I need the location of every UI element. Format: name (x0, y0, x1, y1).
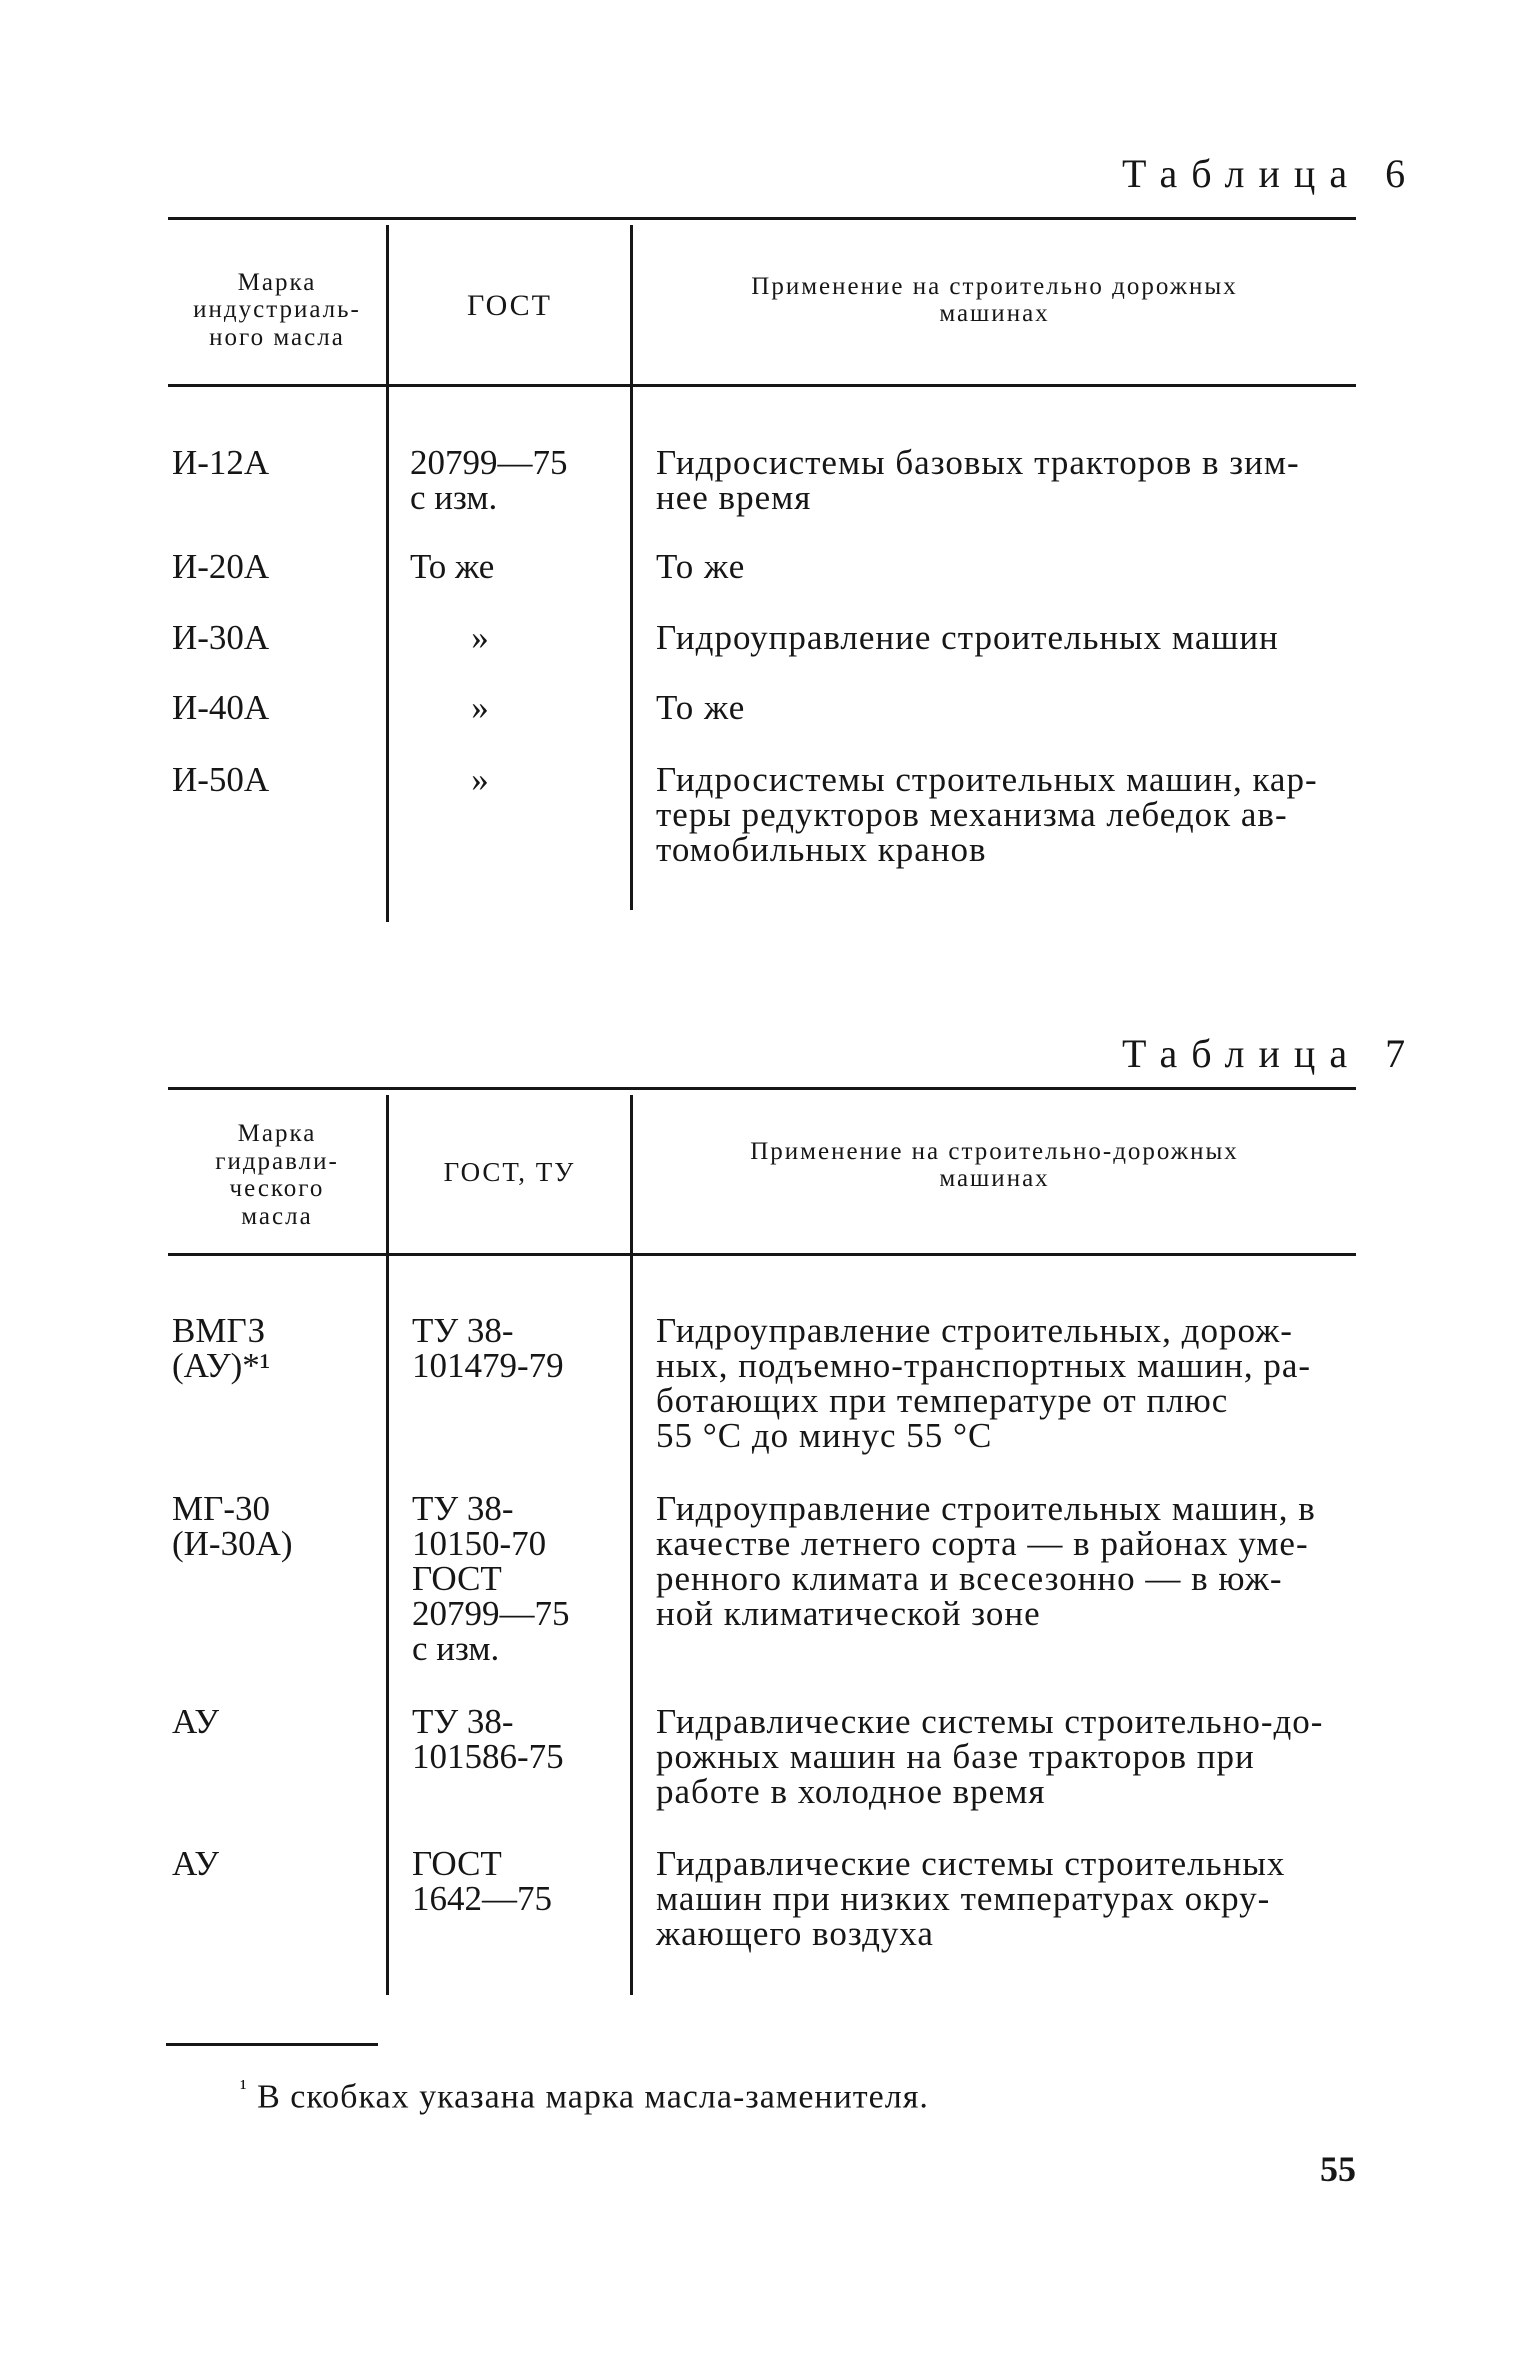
cell-line: ТУ 38- (412, 1489, 514, 1528)
cell-line: рожных машин на базе тракторов при (656, 1737, 1255, 1776)
header-line: машинах (939, 1165, 1050, 1192)
table-7-header-application (633, 1110, 1356, 1220)
table-row-brand (172, 762, 269, 797)
header-cell (193, 269, 361, 352)
table-row-application (656, 620, 1279, 655)
table-7-top-rule (168, 1087, 1356, 1090)
cell-line: 101586-75 (412, 1737, 564, 1776)
table-7-header-brand (168, 1110, 386, 1240)
cell-line: машин при низких температурах окру- (656, 1879, 1271, 1918)
cell-line: » (471, 760, 489, 799)
table-row-gost (410, 445, 568, 515)
header-cell (750, 1138, 1239, 1193)
cell-line: И-30А (172, 618, 270, 657)
header-line: Марка (237, 268, 317, 296)
cell-line: ных, подъемно-транспортных машин, ра- (656, 1346, 1312, 1385)
cell-line: томобильных кранов (656, 830, 987, 869)
cell-line: То же (410, 547, 495, 586)
table-row-application (656, 445, 1356, 515)
header-line: гидравли- (215, 1147, 339, 1175)
table-7-col-divider-2 (630, 1095, 633, 1995)
cell-line: жающего воздуха (656, 1914, 934, 1953)
cell-line: И-20А (172, 547, 270, 586)
cell-line: Гидроуправление строительных машин (656, 618, 1279, 657)
cell-line: АУ (172, 1702, 219, 1741)
table-row-gost (412, 1704, 564, 1774)
table-row-application (656, 1704, 1356, 1809)
cell-line: 1642—75 (412, 1879, 552, 1918)
cell-line: » (471, 688, 489, 727)
cell-line: 20799—75 (412, 1594, 570, 1633)
cell-line: ТУ 38- (412, 1311, 514, 1350)
header-cell (751, 273, 1237, 328)
table-row-application (656, 1846, 1356, 1951)
header-line: ГОСТ, ТУ (443, 1156, 576, 1187)
cell-line: ной климатической зоне (656, 1594, 1041, 1633)
header-line: масла (241, 1202, 313, 1230)
cell-line: ТУ 38- (412, 1702, 514, 1741)
table-7-header-rule (168, 1253, 1356, 1256)
table-row-brand (172, 1491, 293, 1561)
table-row-brand (172, 549, 269, 584)
table-row-application (656, 549, 745, 584)
table-row-application (656, 762, 1356, 867)
cell-line: ренного климата и всесезонно — в юж- (656, 1559, 1283, 1598)
cell-line: Гидросистемы базовых тракторов в зим- (656, 443, 1300, 482)
cell-line: Гидросистемы строительных машин, кар- (656, 760, 1318, 799)
cell-line: (АУ)*¹ (172, 1346, 271, 1385)
cell-line: МГ-30 (172, 1489, 271, 1528)
cell-line: (И-30А) (172, 1524, 293, 1563)
table-6-caption: Таблица 6 (1122, 151, 1420, 196)
header-line: машинах (939, 300, 1050, 327)
cell-line: Гидравлические системы строительно-до- (656, 1702, 1324, 1741)
table-6-header-rule (168, 384, 1356, 387)
cell-line: 101479-79 (412, 1346, 564, 1385)
header-line: ческого (229, 1175, 325, 1202)
cell-line: ботающих при температуре от плюс (656, 1381, 1229, 1420)
table-row-application (656, 1313, 1356, 1453)
cell-line: И-40А (172, 688, 270, 727)
header-line: Марка (237, 1120, 317, 1147)
cell-line: ГОСТ (412, 1559, 502, 1598)
table-row-gost (412, 1491, 570, 1666)
table-row-application (656, 1491, 1356, 1631)
header-line: Применение на строительно-дорожных (750, 1137, 1239, 1165)
cell-line: работе в холодное время (656, 1772, 1046, 1811)
table-row-brand (172, 1313, 270, 1383)
table-row-gost (460, 620, 500, 655)
footnote (240, 2075, 929, 2116)
cell-line: с изм. (412, 1629, 500, 1668)
table-row-brand (172, 620, 269, 655)
cell-line: 55 °С до минус 55 °С (656, 1416, 993, 1455)
table-row-gost (412, 1313, 564, 1383)
page-number: 55 (1320, 2149, 1356, 2189)
cell-line: Гидроуправление строительных, дорож- (656, 1311, 1293, 1350)
cell-line: Гидроуправление строительных машин, в (656, 1489, 1316, 1528)
footnote-marker: ¹ (240, 2075, 248, 2100)
cell-line: То же (656, 688, 746, 727)
table-6-header-brand (168, 250, 386, 370)
table-6-header-application (633, 250, 1356, 350)
cell-line: » (471, 618, 489, 657)
cell-line: И-50А (172, 760, 270, 799)
footnote-text: В скобках указана марка масла-заменителя. (257, 2078, 929, 2116)
table-row-gost (460, 690, 500, 725)
header-line: Применение на строительно дорожных (751, 272, 1238, 300)
cell-line: Гидравлические системы строительных (656, 1844, 1286, 1883)
table-row-brand (172, 690, 269, 725)
cell-line: То же (656, 547, 746, 586)
table-row-brand (172, 445, 269, 480)
cell-line: с изм. (410, 478, 498, 517)
cell-line: нее время (656, 478, 812, 517)
table-row-brand (172, 1846, 219, 1881)
cell-line: И-12А (172, 443, 270, 482)
header-line: индустриаль- (193, 296, 361, 324)
cell-line: ВМГЗ (172, 1311, 266, 1350)
table-7-caption: Таблица 7 (1122, 1031, 1420, 1076)
table-row-application (656, 690, 745, 725)
table-6-header-gost (389, 250, 630, 360)
header-cell (215, 1120, 339, 1230)
table-row-gost (412, 1846, 552, 1916)
cell-line: 10150-70 (412, 1524, 547, 1563)
header-line: ГОСТ (467, 288, 552, 322)
table-7-header-gost (389, 1110, 630, 1235)
footnote-rule (166, 2043, 378, 2046)
header-line: ного масла (209, 323, 345, 351)
table-row-brand (172, 1704, 219, 1739)
table-row-gost (460, 762, 500, 797)
cell-line: теры редукторов механизма лебедок ав- (656, 795, 1288, 834)
cell-line: АУ (172, 1844, 219, 1883)
cell-line: 20799—75 (410, 443, 568, 482)
table-6-top-rule (168, 217, 1356, 220)
cell-line: ГОСТ (412, 1844, 502, 1883)
cell-line: качестве летнего сорта — в районах уме- (656, 1524, 1309, 1563)
table-row-gost (410, 549, 494, 584)
